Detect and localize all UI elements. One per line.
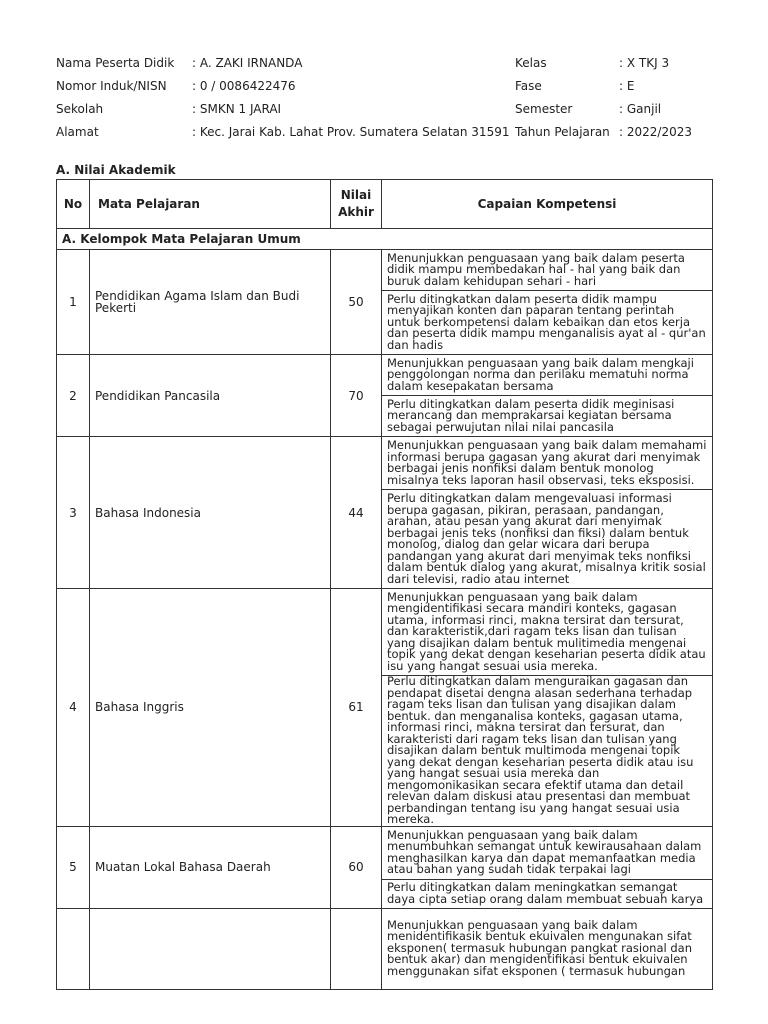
row-subject: Pendidikan Agama Islam dan Budi Pekerti (90, 250, 331, 355)
row-improve: Perlu ditingkatkan dalam mengevaluasi informasi berupa gagasan, pikiran, perasaan, pandangan, arahan, atau pesan yang akurat dari menyimak berbagai jenis teks (nonfiksi dan fiksi) dalam bentuk monolog, dialog dan gelar wicara dari berupa pandangan yang akurat dari menyimak teks nonfiksi dalam bentuk dialog yang akurat, misalnya kritik sosial dari televisi, radio atau internet (382, 490, 713, 589)
nisn-value: : 0 / 0086422476 (192, 79, 296, 93)
school-label: Sekolah (56, 102, 104, 116)
row-no: 1 (57, 250, 90, 355)
row-score: 70 (331, 355, 382, 437)
class-value: : X TKJ 3 (619, 56, 670, 70)
row-subject: Bahasa Inggris (90, 589, 331, 827)
table-row (57, 826, 713, 879)
row-score: 60 (331, 826, 382, 908)
year-value: : 2022/2023 (619, 125, 692, 139)
phase-value: : E (619, 79, 635, 93)
row-subject: Pendidikan Pancasila (90, 355, 331, 437)
row-strength: Menunjukkan penguasaan yang baik dalam mengkaji penggolongan norma dan perilaku mematuhi norma dalam kesepakatan bersama (382, 355, 713, 396)
semester-label: Semester (515, 102, 573, 116)
row-subject: Bahasa Indonesia (90, 437, 331, 589)
table-row (57, 589, 713, 676)
col-score-line1: Nilai (340, 188, 372, 202)
row-strength: Menunjukkan penguasaan yang baik dalam mengidentifikasi secara mandiri konteks, gagasan utama, informasi rinci, makna tersirat dan tersurat, dan karakteristik,dari ragam teks lisan dan tulisan yang disajikan dalam bentuk mulitimedia mengenai topik yang dekat dengan keseharian peserta didik atau isu yang hangat sesuai usia mereka. (382, 589, 713, 676)
group-row (57, 229, 713, 250)
year-label: Tahun Pelajaran (515, 125, 610, 139)
row-no (57, 908, 90, 989)
school-value: : SMKN 1 JARAI (192, 102, 282, 116)
row-no: 2 (57, 355, 90, 437)
row-subject: Muatan Lokal Bahasa Daerah (90, 826, 331, 908)
row-improve: Perlu ditingkatkan dalam meningkatkan semangat daya cipta setiap orang dalam membuat sebuah karya (382, 879, 713, 908)
table-header-row (57, 180, 713, 229)
semester-value: : Ganjil (619, 102, 662, 116)
row-score: 44 (331, 437, 382, 589)
phase-label: Fase (515, 79, 542, 93)
grades-table (56, 179, 713, 990)
col-score-header (331, 180, 382, 229)
table-row (57, 908, 713, 989)
table-row (57, 250, 713, 291)
row-strength: Menunjukkan penguasaan yang baik dalam menumbuhkan semangat untuk kewirausahaan dalam menghasilkan karya dan dapat memanfaatkan media atau bahan yang sudah tidak terpakai lagi (382, 826, 713, 879)
row-improve: Perlu ditingkatkan dalam menguraikan gagasan dan pendapat disetai dengna alasan sederhana terhadap ragam teks lisan dan tulisan yang disajikan dalam bentuk. dan menganalisa konteks, gagasan utama, informasi rinci, makna tersirat dan tersurat, dan karakteristi dari ragam teks lisan dan tulisan yang disajikan dalam bentuk multimoda mengenai topik yang dekat dengan keseharian peserta didik atau isu yang hangat sesuai usia mereka dan mengomonikasikan secara efektif utama dan detail relevan dalam diskusi atau presentasi dan membuat perbandingan tentang isu yang hangat sesuai usia mereka. (382, 676, 713, 827)
col-competency-header: Capaian Kompetensi (382, 180, 713, 229)
group-title: A. Kelompok Mata Pelajaran Umum (57, 229, 713, 250)
section-title: A. Nilai Akademik (56, 163, 176, 177)
student-name-label: Nama Peserta Didik (56, 56, 175, 70)
row-improve: Perlu ditingkatkan dalam peserta didik mampu menyajikan konten dan paparan tentang perintah untuk berkompetensi dalam kebaikan dan etos kerja dan peserta didik mampu menganalisis ayat al - qur'an dan hadis (382, 291, 713, 355)
table-row (57, 437, 713, 490)
class-label: Kelas (515, 56, 547, 70)
address-label: Alamat (56, 125, 99, 139)
col-no-header: No (57, 180, 90, 229)
nisn-label: Nomor Induk/NISN (56, 79, 167, 93)
row-score: 61 (331, 589, 382, 827)
row-no: 3 (57, 437, 90, 589)
col-subject-header: Mata Pelajaran (90, 180, 331, 229)
row-score: 50 (331, 250, 382, 355)
row-strength: Menunjukkan penguasaan yang baik dalam memahami informasi berupa gagasan yang akurat dari menyimak berbagai jenis nonfiksi dalam bentuk monolog misalnya teks laporan hasil observasi, teks eksposisi. (382, 437, 713, 490)
row-no: 5 (57, 826, 90, 908)
table-row (57, 355, 713, 396)
row-strength: Menunjukkan penguasaan yang baik dalam peserta didik mampu membedakan hal - hal yang baik dan buruk dalam kehidupan sehari - hari (382, 250, 713, 291)
col-score-line2: Akhir (338, 205, 374, 219)
student-name-value: : A. ZAKI IRNANDA (192, 56, 303, 70)
row-subject (90, 908, 331, 989)
row-score (331, 908, 382, 989)
row-improve: Perlu ditingkatkan dalam peserta didik meginisasi merancang dan memprakarsai kegiatan bersama sebagai perwujutan nilai nilai pancasila (382, 396, 713, 437)
address-value: : Kec. Jarai Kab. Lahat Prov. Sumatera Selatan 31591 (192, 125, 510, 139)
row-strength: Menunjukkan penguasaan yang baik dalam menidentifikasik bentuk ekuivalen mengunakan sifat eksponen( termasuk hubungan pangkat rasional dan bentuk akar) dan mengidentifikasi bentuk ekuivalen menggunakan sifat eksponen ( termasuk hubungan (382, 908, 713, 989)
row-no: 4 (57, 589, 90, 827)
